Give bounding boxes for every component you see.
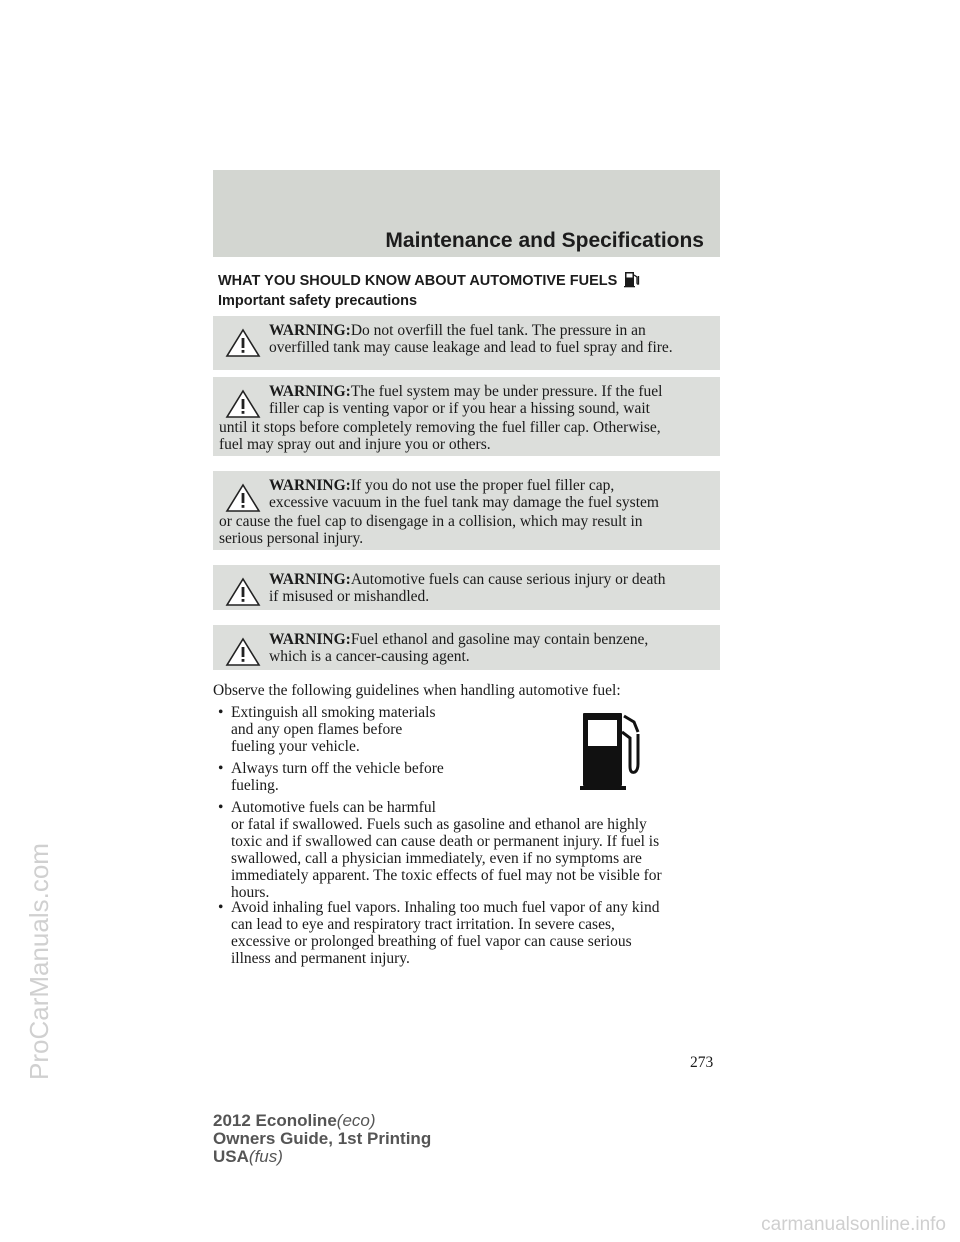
warning-triangle-icon [225,637,261,667]
list-item-text: toxic and if swallowed can cause death or permanent injury. If fuel is [231,833,660,850]
warning-box [213,565,720,610]
warning-box [213,316,720,370]
list-item-text: swallowed, call a physician immediately, even if no symptoms are [231,850,642,867]
warning-line [219,322,714,339]
section-heading [218,270,641,289]
footer [213,1112,431,1166]
warning-label: WARNING: [269,571,351,588]
list-item-text: Always turn off the vehicle before [231,760,444,777]
footer-region-code: (fus) [248,1147,283,1166]
list-item [218,899,720,967]
warning-text: if misused or mishandled. [269,588,430,605]
warning-box [213,471,720,550]
footer-model: 2012 Econoline [213,1111,337,1130]
intro-text: Observe the following guidelines when handling automotive fuel: [213,682,621,699]
footer-guide: Owners Guide, 1st Printing [213,1129,432,1148]
section-subheading: Important safety precautions [218,293,418,309]
list-item-text: or fatal if swallowed. Fuels such as gasoline and ethanol are highly [231,816,647,833]
list-item-text: fueling. [231,777,279,794]
warning-line [219,477,714,494]
list-item-text: can lead to eye and respiratory tract irritation. In severe cases, [231,916,615,933]
warning-label: WARNING: [269,383,351,400]
warning-text: serious personal injury. [219,530,364,547]
warning-label: WARNING: [269,322,351,339]
bullet-glyph: • [218,704,224,721]
side-watermark: ProCarManuals.com [24,843,54,1080]
warning-text: Automotive fuels can cause serious injury or death [350,571,666,588]
warning-text: which is a cancer-causing agent. [269,648,470,665]
chapter-title: Maintenance and Specifications [385,229,704,252]
warning-text: filler cap is venting vapor or if you hear a hissing sound, wait [269,400,650,417]
warning-triangle-icon [225,389,261,419]
list-item-text: illness and permanent injury. [231,950,410,967]
list-item [218,704,518,755]
footer-model-code: (eco) [336,1111,376,1130]
bullet-glyph: • [218,760,224,777]
warning-text: until it stops before completely removing the fuel filler cap. Otherwise, [219,419,661,436]
warning-triangle-icon [225,483,261,513]
warning-line [219,571,714,588]
list-item-text: hours. [231,884,270,901]
list-item [218,760,518,794]
warning-text: The fuel system may be under pressure. If the fuel [350,383,663,400]
warning-line [219,383,714,400]
warning-text: or cause the fuel cap to disengage in a collision, which may result in [219,513,643,530]
fuel-pump-icon [623,270,641,288]
warning-label: WARNING: [269,477,351,494]
list-item [218,799,720,901]
fuel-pump-icon [580,712,644,792]
section-heading-text: WHAT YOU SHOULD KNOW ABOUT AUTOMOTIVE FUELS [218,273,618,289]
warning-text: Fuel ethanol and gasoline may contain benzene, [350,631,649,648]
chapter-header [213,170,720,257]
warning-label: WARNING: [269,631,351,648]
warning-text: Do not overfill the fuel tank. The pressure in an [350,322,646,339]
warning-text: excessive vacuum in the fuel tank may damage the fuel system [269,494,659,511]
warning-text: overfilled tank may cause leakage and lead to fuel spray and fire. [269,339,673,356]
list-item-text: immediately apparent. The toxic effects of fuel may not be visible for [231,867,662,884]
warning-text: If you do not use the proper fuel filler cap, [350,477,615,494]
site-watermark: carmanualsonline.info [761,1214,946,1235]
list-item-text: Automotive fuels can be harmful [231,799,436,816]
list-item-text: Avoid inhaling fuel vapors. Inhaling too much fuel vapor of any kind [231,899,660,916]
list-item-text: excessive or prolonged breathing of fuel vapor can cause serious [231,933,632,950]
warning-line [219,631,714,648]
warning-box [213,625,720,670]
warning-triangle-icon [225,328,261,358]
list-item-text: and any open flames before [231,721,403,738]
warning-triangle-icon [225,577,261,607]
footer-region: USA [213,1147,249,1166]
page-number: 273 [690,1054,714,1071]
list-item-text: fueling your vehicle. [231,738,360,755]
warning-text: fuel may spray out and injure you or others. [219,436,491,453]
bullet-glyph: • [218,899,224,916]
bullet-glyph: • [218,799,224,816]
list-item-text: Extinguish all smoking materials [231,704,436,721]
warning-box [213,377,720,456]
